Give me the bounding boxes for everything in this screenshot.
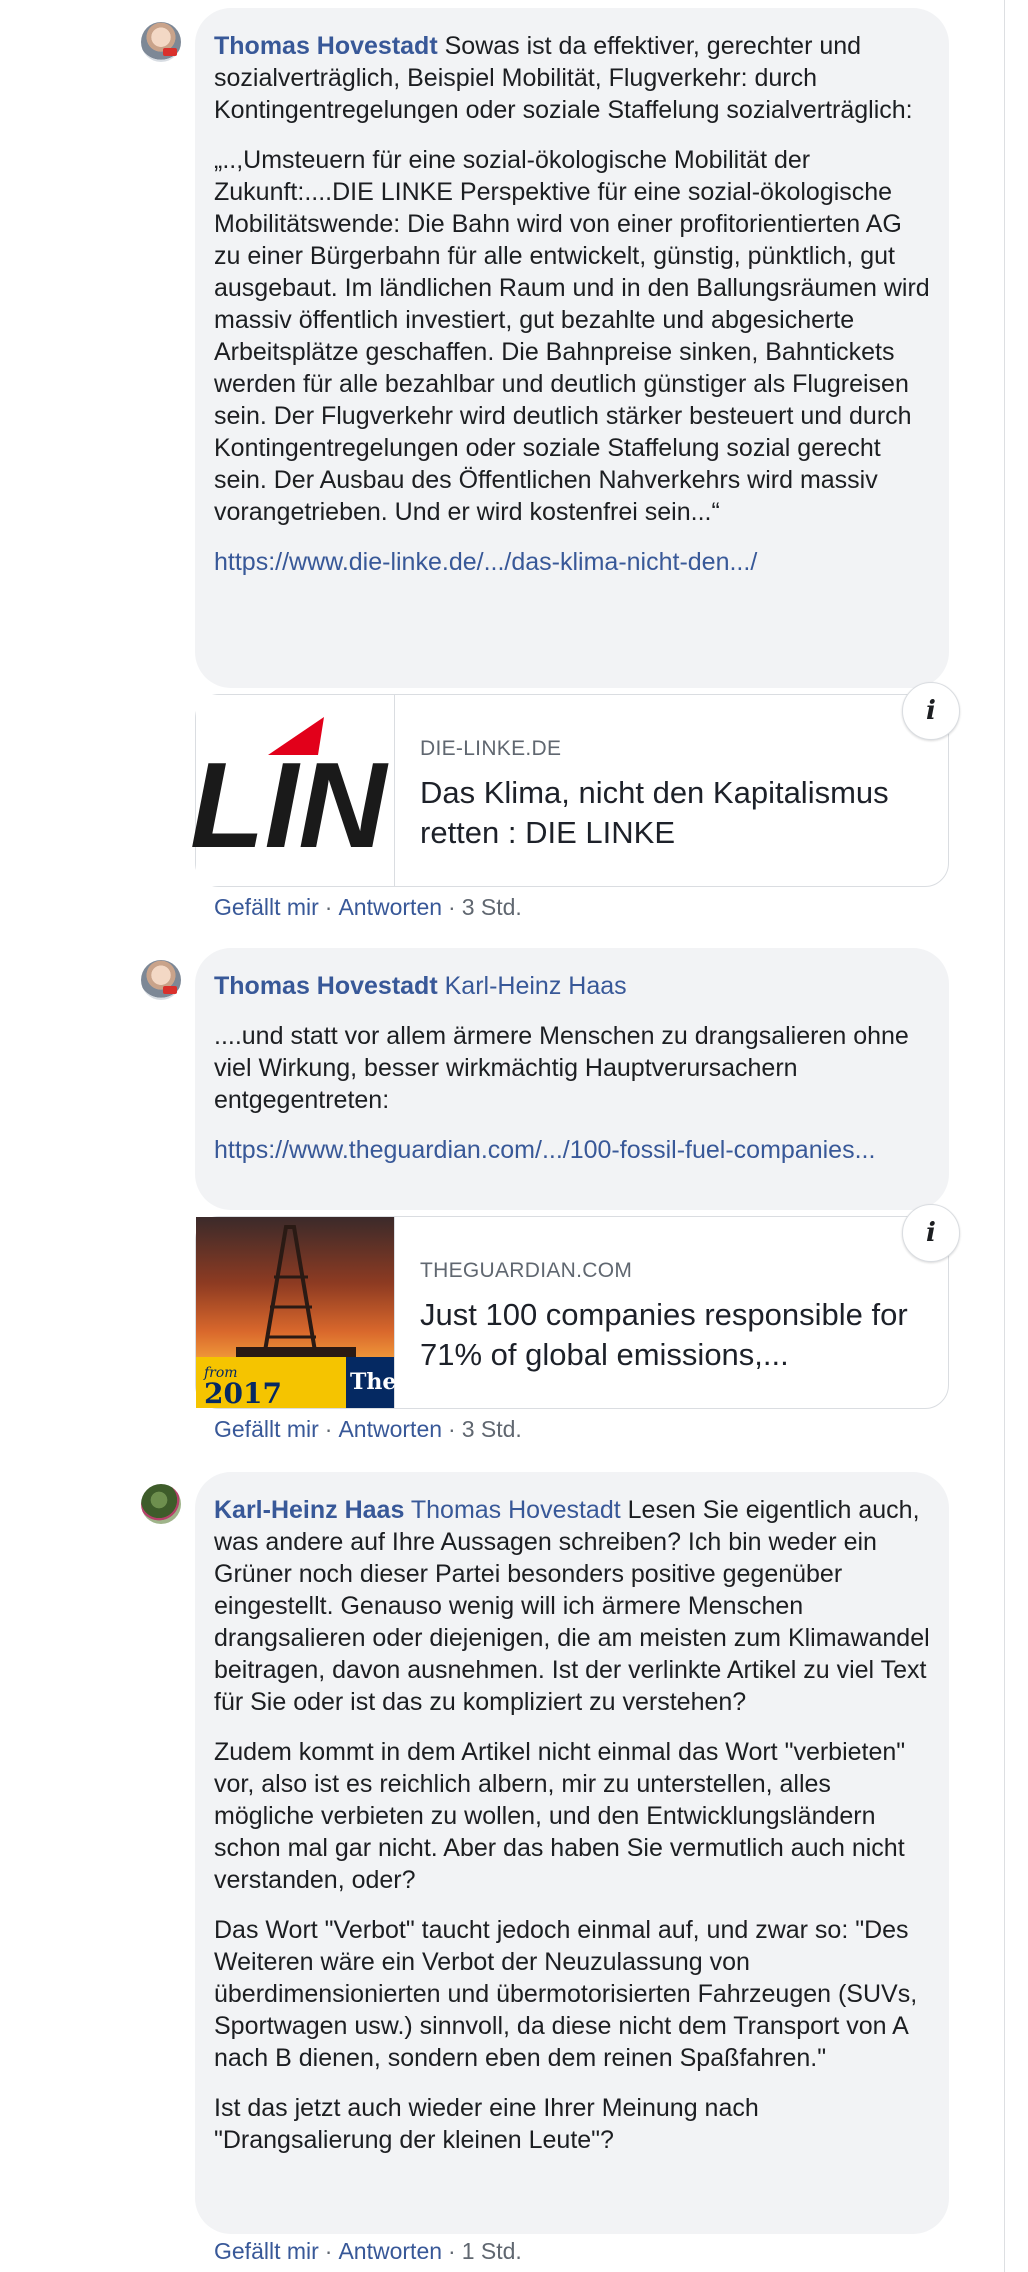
comment-actions: Gefällt mir · Antworten · 1 Std. [214, 2238, 522, 2264]
comment-actions: Gefällt mir · Antworten · 3 Std. [214, 1416, 522, 1442]
preview-thumbnail [196, 1217, 454, 1410]
badge-from: from [204, 1365, 238, 1381]
info-icon[interactable]: i [902, 682, 960, 740]
link-preview-card[interactable] [195, 1216, 949, 1409]
comment-paragraph: Das Wort "Verbot" taucht jedoch einmal auf, und zwar so: "Des Weiteren wäre ein Verbot der Neuzulassung von überdimensionierten und übermotorisierten Fahrzeugen (SUVs, Sportwagen usw.) sinnvoll, da diese nicht dem Transport von A nach B dienen, sondern eben dem reinen Spaßfahren." [214, 1916, 918, 2072]
comment-text [214, 30, 930, 126]
right-divider [1004, 0, 1005, 2272]
mention-link[interactable]: Thomas Hovestadt [410, 1496, 621, 1524]
comment-paragraph: ....und statt vor allem ärmere Menschen zu drangsalieren ohne viel Wirkung, besser wirkmächtig Hauptverursachern entgegentreten: [214, 1022, 909, 1114]
author-name[interactable]: Karl-Heinz Haas [214, 1496, 405, 1524]
comment-paragraph: „..,Umsteuern für eine sozial-ökologische Mobilität der Zukunft:....DIE LINKE Perspektive für eine sozial-ökologische Mobilitätswende: Die Bahn wird von einer profitorientierten AG zu einer Bürgerbahn für alle entwickelt, günstig, pünktlich, gut ausgebaut. Im ländlichen Raum und in den Ballungsräumen wird massiv öffentlich investiert, gut bezahlte und abgesicherte Arbeitsplätze geschaffen. Die Bahnpreise sinken, Bahntickets werden für alle bezahlbar und deutlich günstiger als Flugreisen sein. Der Flugverkehr wird deutlich stärker besteuert und durch Kontingentregelungen oder soziale Staffelung sozial gerecht sein. Der Ausbau des Öffentlichen Nahverkehrs wird massiv vorangetrieben. Und er wird kostenfrei sein...“ [214, 146, 930, 526]
avatar[interactable] [141, 960, 181, 1000]
reply-link[interactable]: Antworten [338, 894, 443, 920]
preview-thumb-text: LIN [190, 737, 387, 873]
guardian-logo: The Gua [350, 1369, 454, 1395]
reply-link[interactable]: Antworten [338, 1416, 443, 1442]
author-name[interactable]: Thomas Hovestadt [214, 972, 438, 1000]
preview-title[interactable]: Das Klima, nicht den Kapitalismus retten : DIE LINKE [420, 775, 889, 850]
link-preview-card[interactable] [190, 694, 949, 887]
comment-paragraph: Sowas ist da effektiver, gerechter und sozialverträglich, Beispiel Mobilität, Flugverkehr: durch Kontingentregelungen oder soziale Staffelung sozialverträglich: [214, 32, 913, 124]
preview-domain: DIE-LINKE.DE [420, 737, 562, 760]
comment-link[interactable]: https://www.theguardian.com/.../100-fossil-fuel-companies... [214, 1136, 876, 1164]
comment-bubble [195, 948, 949, 1210]
comment-paragraph: Lesen Sie eigentlich auch, was andere auf Ihre Aussagen schreiben? Ich bin weder ein Grüner noch dieser Partei besonders positive gegenüber eingestellt. Genauso wenig will ich ärmere Menschen drangsalieren oder diejenigen, die am meisten zum Klimawandel beitragen, davon ausnehmen. Ist der verlinkte Artikel zu viel Text für Sie oder ist das zu kompliziert zu verstehen? [214, 1496, 930, 1716]
mention-link[interactable]: Karl-Heinz Haas [444, 972, 627, 1000]
badge-year: 2017 [204, 1377, 282, 1410]
oil-rig-icon [196, 1217, 454, 1410]
comment-bubble [195, 1472, 949, 2234]
info-icon[interactable]: i [902, 1204, 960, 1262]
avatar[interactable] [141, 22, 181, 62]
like-link[interactable]: Gefällt mir [214, 2238, 319, 2264]
like-link[interactable]: Gefällt mir [214, 1416, 319, 1442]
comment-actions: Gefällt mir · Antworten · 3 Std. [214, 894, 522, 920]
comment-time[interactable]: 3 Std. [461, 894, 522, 920]
comment-header [214, 970, 930, 1002]
like-link[interactable]: Gefällt mir [214, 894, 319, 920]
comment-text [214, 1494, 930, 1718]
preview-title[interactable]: Just 100 companies responsible for 71% of global emissions,... [420, 1297, 908, 1372]
comment-time[interactable]: 1 Std. [461, 2238, 522, 2264]
die-linke-logo-icon [190, 695, 394, 886]
avatar[interactable] [141, 1484, 181, 1524]
comment-paragraph: Ist das jetzt auch wieder eine Ihrer Meinung nach "Drangsalierung der kleinen Leute"? [214, 2094, 759, 2154]
preview-domain: THEGUARDIAN.COM [420, 1259, 633, 1282]
reply-link[interactable]: Antworten [338, 2238, 443, 2264]
author-name[interactable]: Thomas Hovestadt [214, 32, 438, 60]
comment-paragraph: Zudem kommt in dem Artikel nicht einmal das Wort "verbieten" vor, also ist es reichlich albern, mir zu unterstellen, alles mögliche verbieten zu wollen, und den Entwicklungsländern schon mal gar nicht. Aber das haben Sie vermutlich auch nicht verstanden, oder? [214, 1738, 906, 1894]
preview-thumbnail [190, 695, 395, 886]
comment-bubble [195, 8, 949, 688]
comment-link[interactable]: https://www.die-linke.de/.../das-klima-nicht-den.../ [214, 548, 758, 576]
comment-time[interactable]: 3 Std. [461, 1416, 522, 1442]
